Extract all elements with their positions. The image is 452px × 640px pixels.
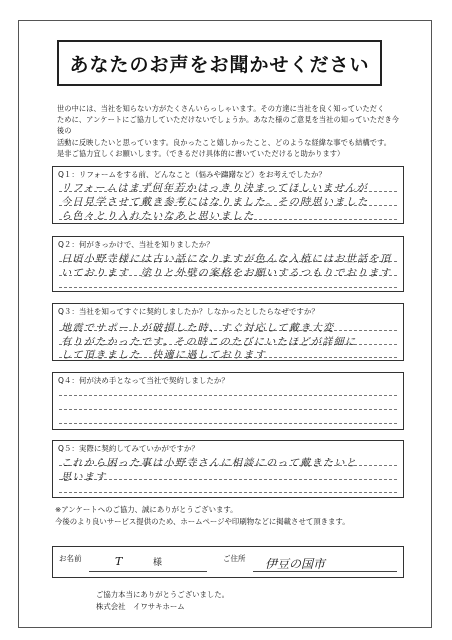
answer-line [59,423,397,424]
handwritten-answer: 地震でサポートが破損した時、すぐ対応して戴き大変 [61,323,335,334]
thanks-note: ※アンケートへのご協力、誠にありがとうございます。 今後のより良いサービス提供のため、ホームページや印刷物などに掲載させて頂きます。 [55,505,350,526]
name-address-box [52,546,404,578]
question-box-3 [52,303,404,361]
question-label: Q１：リフォームをする前、どんなこと（悩みや躊躇など）をお考えでしたか？ [58,170,327,179]
name-value: T [115,555,123,568]
answer-line [59,492,397,493]
answer-line [59,409,397,410]
address-label: ご住所 [223,554,246,563]
handwritten-answer: リフォームはまず何年若かはっきり決まってほしいませんが [61,183,368,194]
handwritten-answer: ら色々とり入れたいなあと思いました [61,211,255,222]
question-box-2 [52,236,404,292]
question-label: Q２：何がきっかけで、当社を知りましたか？ [58,240,214,249]
footer-text: ご協力本当にありがとうございました。 株式会社 イワサキホーム [96,590,230,611]
question-label: Q３：当社を知ってすぐに契約しましたか？しなかったとしたらなぜですか？ [58,307,319,316]
answer-line [59,287,397,288]
question-label: Q４：何が決め手となって当社で契約しましたか？ [58,376,229,385]
address-value: 伊豆の国市 [265,557,326,571]
question-box-1 [52,166,404,224]
question-box-4 [52,372,404,430]
handwritten-answer: 今日見学させて戴き参考にはなりました。その時思いました [61,197,369,208]
name-line [89,571,207,572]
handwritten-answer: して頂きました 快適に過しております [61,350,266,361]
handwritten-answer: 思います [61,472,107,483]
question-label: Q５：実際に契約してみていかがですか？ [58,444,199,453]
answer-line [59,395,397,396]
answer-line [59,479,397,480]
intro-text: 世の中には、当社を知らない方がたくさんいらっしゃいます。その方達に当社を良く知っていただく ために、アンケートにご協力していただけないでしょうか。あなた様のご意見を当社の知っていただき今後の 活動に反映したいと思っています。良かったこと嬉しかったこと、どのような経緯な事でも結構です。 是非ご協力宜しくお願いします。（できるだけ具体的に書いていただけると助かります） [57,104,400,158]
handwritten-answer: 日頃小野寺様には古い話になりますが色んな入植にはお世話を頂 [61,254,392,265]
name-label: お名前 [59,554,82,563]
handwritten-answer: これから困った事は小野寺さんに相談にのって戴きたいと [61,458,357,469]
name-honorific: 様 [153,558,163,568]
page-title: あなたのお声をお聞かせください [57,40,382,86]
handwritten-answer: いております 塗りと外壁の案格をお願いするつもりでおります [61,268,392,279]
question-box-5 [52,440,404,498]
handwritten-answer: 有りがたかったです。その時このたびにいたほどが詳細に [61,337,357,348]
